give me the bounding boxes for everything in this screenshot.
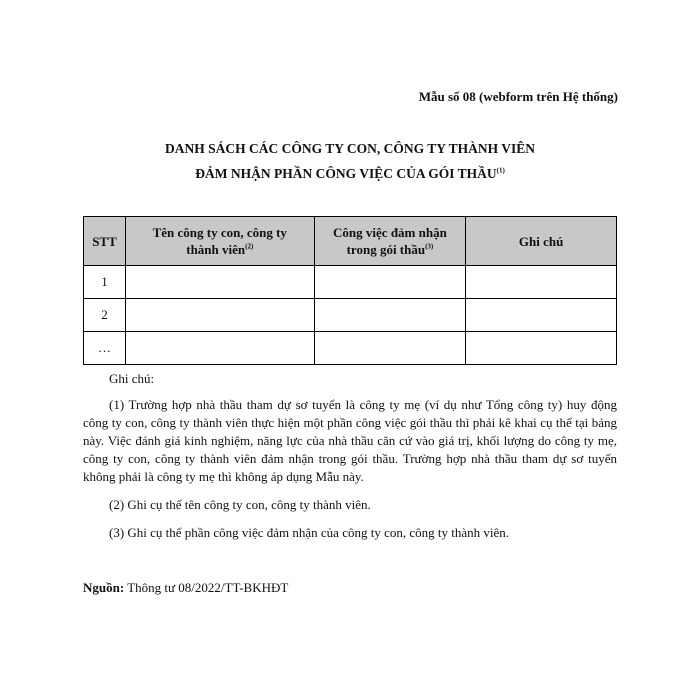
header-note xyxy=(466,217,617,266)
table-header-row xyxy=(84,217,617,266)
header-work-line2: trong gói thầu xyxy=(346,242,426,257)
cell-company xyxy=(125,266,314,299)
cell-stt: … xyxy=(84,332,126,365)
header-company-line1: Tên công ty con, công ty xyxy=(152,225,287,240)
source-text: Thông tư 08/2022/TT-BKHĐT xyxy=(124,580,289,595)
cell-stt: 2 xyxy=(84,299,126,332)
header-work-line1: Công việc đảm nhận xyxy=(333,225,447,240)
note-3: (3) Ghi cụ thể phần công việc đảm nhận của công ty con, công ty thành viên. xyxy=(109,525,509,540)
table-row xyxy=(84,266,617,299)
cell-stt: 1 xyxy=(84,266,126,299)
cell-company xyxy=(125,332,314,365)
cell-work xyxy=(314,266,466,299)
source-line xyxy=(83,580,288,596)
cell-note xyxy=(466,266,617,299)
cell-work xyxy=(314,332,466,365)
cell-note xyxy=(466,299,617,332)
form-number: Mẫu số 08 (webform trên Hệ thống) xyxy=(418,89,618,104)
title-line-1-text: DANH SÁCH CÁC CÔNG TY CON, CÔNG TY THÀNH VIÊN xyxy=(164,141,536,156)
header-note-text: Ghi chú xyxy=(518,233,564,249)
table-row xyxy=(84,299,617,332)
header-stt xyxy=(84,217,126,266)
note-1: (1) Trường hợp nhà thầu tham dự sơ tuyển là công ty mẹ (ví dụ như Tổng công ty) huy động công ty con, công ty thành viên thực hiện một phần công việc gói thầu thì phải kê khai cụ thể tại bảng này. Việc đánh giá kinh nghiệm, năng lực của nhà thầu căn cứ vào giá trị, khối lượng do công ty mẹ, công ty con, công ty thành viên đảm nhận trong gói thầu. Trường hợp nhà thầu tham dự sơ tuyển không phải là công ty mẹ thì không áp dụng Mẫu này. xyxy=(83,397,617,484)
header-company-line2: thành viên xyxy=(186,242,246,257)
header-work-ref: (3) xyxy=(425,242,434,251)
cell-work xyxy=(314,299,466,332)
header-work xyxy=(314,217,466,266)
header-stt-text: STT xyxy=(92,233,117,249)
cell-company xyxy=(125,299,314,332)
cell-note xyxy=(466,332,617,365)
table-row xyxy=(84,332,617,365)
title-line-1 xyxy=(0,141,700,157)
source-label: Nguồn: xyxy=(83,580,125,595)
title-footnote-ref: (1) xyxy=(496,166,505,175)
notes-section xyxy=(83,370,617,542)
company-table xyxy=(83,216,617,365)
header-company-ref: (2) xyxy=(245,242,254,251)
header-company xyxy=(125,217,314,266)
title-line-2-text: ĐẢM NHẬN PHẦN CÔNG VIỆC CỦA GÓI THẦU xyxy=(195,166,497,181)
note-2: (2) Ghi cụ thể tên công ty con, công ty thành viên. xyxy=(109,497,371,512)
notes-heading: Ghi chú: xyxy=(109,371,155,386)
title-line-2 xyxy=(0,166,700,182)
